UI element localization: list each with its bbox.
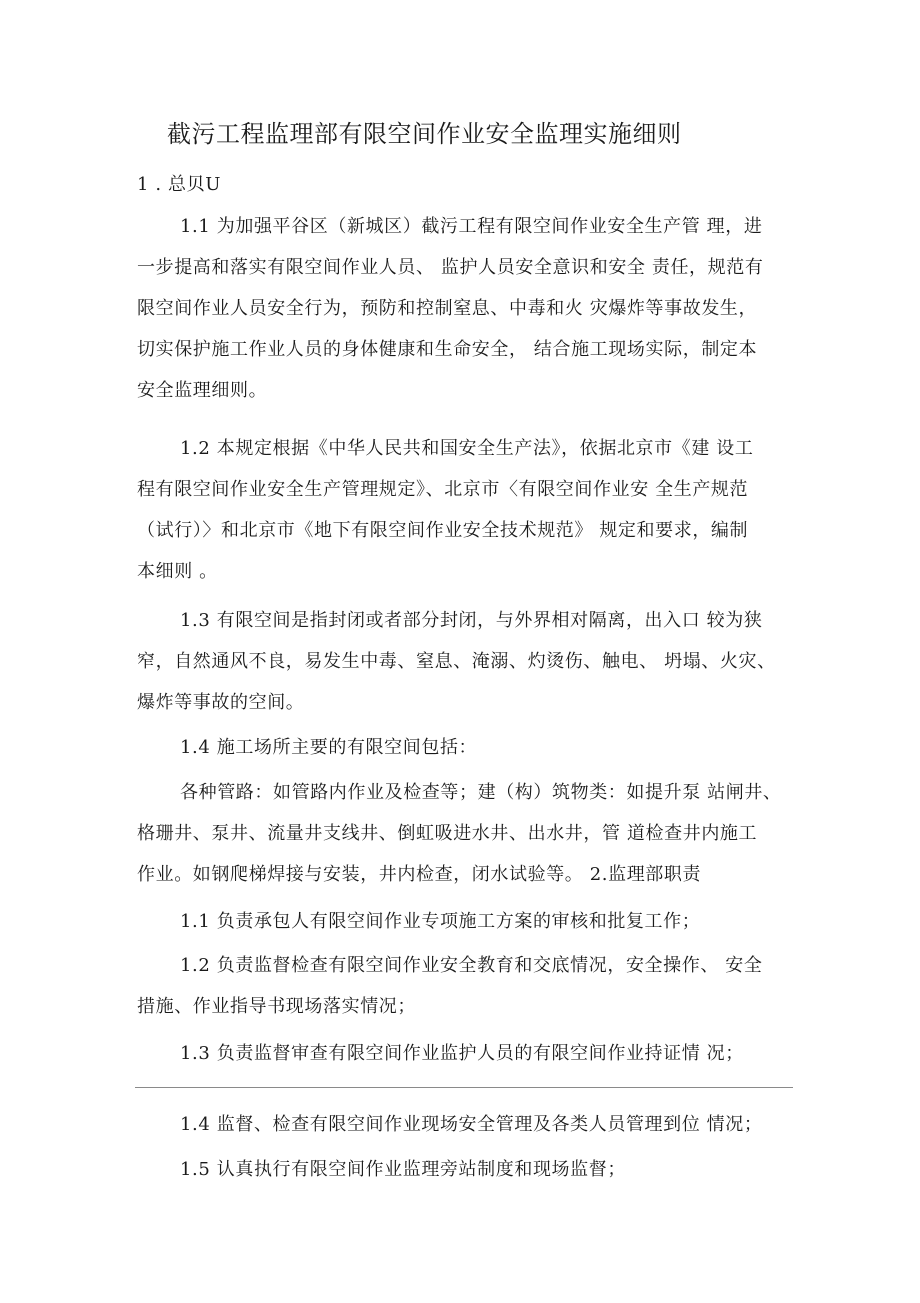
- paragraph-line: 1.3 有限空间是指封闭或者部分封闭，与外界相对隔离，出入口 较为狭: [180, 610, 763, 631]
- paragraph-line: 1.2 负责监督检查有限空间作业安全教育和交底情况，安全操作、 安全: [180, 955, 763, 976]
- paragraph-line: 1.1 为加强平谷区（新城区）截污工程有限空间作业安全生产管 理，进: [180, 216, 763, 237]
- paragraph-line: 1.4 监督、检查有限空间作业现场安全管理及各类人员管理到位 情况；: [180, 1114, 763, 1135]
- paragraph-line: 程有限空间作业安全生产管理规定》、北京市〈有限空间作业安 全生产规范: [137, 479, 749, 500]
- paragraph-line: 1.5 认真执行有限空间作业监理旁站制度和现场监督；: [180, 1159, 626, 1180]
- paragraph-line: （试行）〉和北京市《地下有限空间作业安全技术规范》 规定和要求，编制: [137, 520, 749, 541]
- section-heading-general: 1 . 总贝U: [137, 174, 221, 195]
- paragraph-line: 限空间作业人员安全行为，预防和控制窒息、中毒和火 灾爆炸等事故发生，: [137, 298, 758, 319]
- paragraph-line: 切实保护施工作业人员的身体健康和生命安全， 结合施工现场实际，制定本: [137, 339, 758, 360]
- paragraph-line: 安全监理细则。: [137, 380, 268, 401]
- paragraph-line: 各种管路：如管路内作业及检查等；建（构）筑物类：如提升泵 站闸井、: [180, 782, 782, 803]
- paragraph-line: 一步提高和落实有限空间作业人员、 监护人员安全意识和安全 责任，规范有: [137, 257, 764, 278]
- paragraph-line: 格珊井、泵井、流量井支线井、倒虹吸进水井、出水井，管 道检查井内施工: [137, 823, 758, 844]
- paragraph-line: 作业。如钢爬梯焊接与安装，井内检查，闭水试验等。 2.监理部职责: [137, 864, 702, 885]
- paragraph-line: 本细则 。: [137, 561, 218, 582]
- paragraph-line: 1.1 负责承包人有限空间作业专项施工方案的审核和批复工作；: [180, 911, 701, 932]
- paragraph-line: 1.4 施工场所主要的有限空间包括：: [180, 737, 478, 758]
- document-title: 截污工程监理部有限空间作业安全监理实施细则: [167, 120, 682, 148]
- paragraph-line: 窄，自然通风不良，易发生中毒、窒息、淹溺、灼烫伤、触电、 坍塌、火灾、: [137, 651, 776, 672]
- horizontal-divider: [135, 1087, 793, 1088]
- paragraph-line: 措施、作业指导书现场落实情况；: [137, 996, 416, 1017]
- paragraph-line: 爆炸等事故的空间。: [137, 692, 305, 713]
- paragraph-line: 1.3 负责监督审查有限空间作业监护人员的有限空间作业持证情 况；: [180, 1043, 744, 1064]
- paragraph-line: 1.2 本规定根据《中华人民共和国安全生产法》，依据北京市《建 设工: [180, 438, 754, 459]
